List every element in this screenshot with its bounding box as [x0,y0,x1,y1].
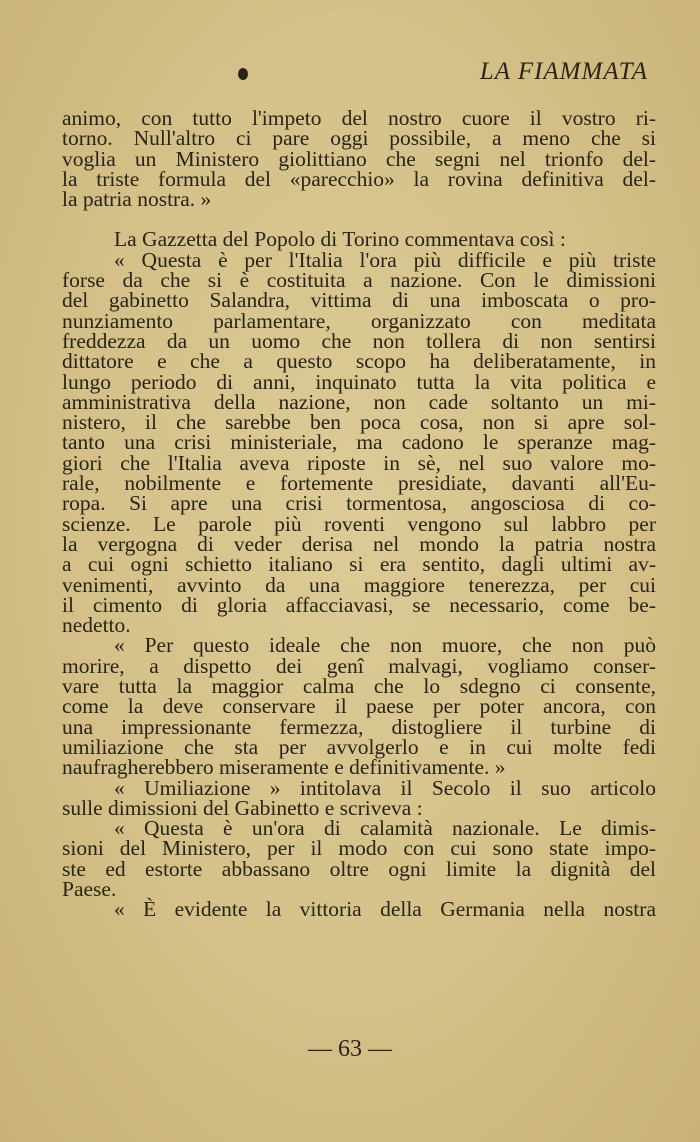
text-line: ste ed estorte abbassano oltre ogni limite la dignità del [62,856,656,881]
paragraph-ideale [62,633,656,780]
text-line: morire, a dispetto dei genî malvagi, vogliamo conser- [62,653,656,678]
text-line: la vergogna di veder derisa nel mondo la patria nostra [62,531,656,556]
text-line: del gabinetto Salandra, vittima di una imboscata o pro- [62,288,656,313]
text-line: Paese. [62,876,117,901]
bullet-mark [238,68,248,80]
page-number: — 63 — [308,1036,392,1062]
text-line: sulle dimissioni del Gabinetto e scriveva : [62,795,423,820]
text-line: naufragherebbero miseramente e definitivamente. » [62,755,506,780]
text-line: lungo periodo di anni, inquinato tutta la vita politica e [62,369,656,394]
text-line: dittatore e che a questo scopo ha deliberatamente, in [62,349,656,374]
text-line: animo, con tutto l'impeto del nostro cuore il vostro ri- [62,106,656,130]
running-title: LA FIAMMATA [479,58,648,85]
text-line: « Questa è per l'Italia l'ora più difficile e più triste [114,247,656,272]
text-line: torno. Null'altro ci pare oggi possibile, a meno che si [62,126,656,151]
text-line: voglia un Ministero giolittiano che segni nel trionfo del- [62,146,656,171]
text-line: La Gazzetta del Popolo di Torino commentava così : [114,227,566,252]
text-line: « Questa è un'ora di calamità nazionale. Le dimis- [114,816,656,841]
text-line: una impressionante fermezza, distogliere il turbine di [62,714,656,739]
text-line: sioni del Ministero, per il modo con cui sono state impo- [62,836,656,861]
text-line: a cui ogni schietto italiano si era sentito, dagli ultimi av- [62,552,656,577]
text-line: amministrativa della nazione, non cade soltanto un mi- [62,389,656,414]
text-line: come la deve conservare il paese per poter ancora, con [62,694,656,719]
text-line: ropa. Si apre una crisi tormentosa, angosciosa di co- [62,491,656,516]
paragraph-gazzetta [62,227,656,638]
text-line: il cimento di gloria affacciavasi, se necessario, come be- [62,592,656,617]
body-text [62,108,656,920]
paragraph-gap [62,209,656,229]
text-line: « Per questo ideale che non muore, che non può [114,633,656,658]
text-line: « È evidente la vittoria della Germania nella nostra [114,897,656,922]
paragraph-continuation [62,106,656,212]
text-line: umiliazione che sta per avvolgerlo e in cui molte fedi [62,734,656,759]
paragraph-germania [62,897,656,922]
text-line: « Umiliazione » intitolava il Secolo il suo articolo [114,775,656,800]
text-line: nistero, il che sarebbe ben poca cosa, non si apre sol- [62,410,656,435]
text-line: forse da che si è costituita a nazione. Con le dimissioni [62,268,656,293]
text-line: venimenti, avvinto da una maggiore tenerezza, per cui [62,572,656,597]
text-line: la triste formula del «parecchio» la rovina definitiva del- [62,166,656,191]
paragraph-calamita [62,818,656,899]
text-line: vare tutta la maggior calma che lo sdegno ci consente, [62,674,656,699]
text-line: giori che l'Italia aveva riposte in sè, nel suo valore mo- [62,450,656,475]
text-line: la patria nostra. » [62,187,212,212]
page-header [0,58,700,94]
text-line: freddezza da un uomo che non tollera di non sentirsi [62,328,656,353]
text-line: scienze. Le parole più roventi vengono sul labbro per [62,511,656,536]
text-line: tanto una crisi ministeriale, ma cadono le speranze mag- [62,430,656,455]
text-line: nedetto. [62,613,131,638]
paragraph-umiliazione [62,775,656,820]
text-line: nunziamento parlamentare, organizzato con meditata [62,308,656,333]
text-line: rale, nobilmente e fortemente presidiate, davanti all'Eu- [62,471,656,496]
